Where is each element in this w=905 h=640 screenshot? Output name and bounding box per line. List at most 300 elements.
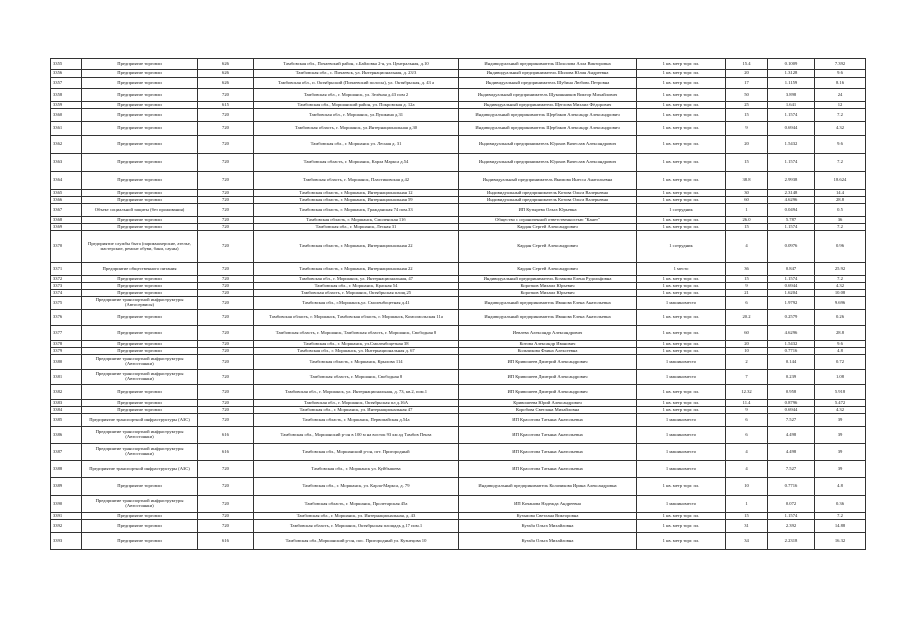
cell-total: 1.08 <box>815 370 866 385</box>
cell-total: 0.36 <box>815 496 866 513</box>
cell-unit: 1 машиноместо <box>637 297 726 310</box>
table-row <box>51 400 866 407</box>
cell-category: Предприятие торговли <box>82 59 198 70</box>
cell-quantity: 12.32 <box>726 385 768 400</box>
cell-total: 0.72 <box>815 355 866 370</box>
cell-unit: 1 кв. метр торг. пл. <box>637 385 726 400</box>
cell-row-number: 3369 <box>51 224 82 231</box>
cell-coefficient: 0.1009 <box>768 59 815 70</box>
cell-total: 9.6 <box>815 70 866 78</box>
cell-total: 28.8 <box>815 197 866 204</box>
cell-total: 7.2 <box>815 154 866 172</box>
cell-total: 7.2 <box>815 513 866 520</box>
cell-owner: Индивидуальный предприниматель Щукоянников Виктор Михайлович <box>459 89 637 102</box>
cell-row-number: 3389 <box>51 478 82 496</box>
cell-quantity: 60 <box>726 197 768 204</box>
cell-owner: ИП Кочанова Надежда Андреевна <box>459 496 637 513</box>
cell-total: 7.2 <box>815 109 866 122</box>
cell-category: Предприятие торговли <box>82 478 198 496</box>
cell-owner: Котова Александр Иванович <box>459 341 637 348</box>
cell-category: Предприятие торговли <box>82 172 198 190</box>
cell-code: 720 <box>198 283 254 290</box>
cell-address: Тамбовская область, г. Моршанск, Интернациональная 59 <box>254 197 459 204</box>
cell-coefficient: 0.0976 <box>768 231 815 263</box>
cell-row-number: 3371 <box>51 263 82 276</box>
table-row <box>51 283 866 290</box>
cell-code: 720 <box>198 370 254 385</box>
cell-total: 9.6 <box>815 136 866 154</box>
cell-unit: 1 кв. метр торг. пл. <box>637 310 726 326</box>
cell-coefficient: 0.7716 <box>768 478 815 496</box>
cell-unit: 1 кв. метр торг. пл. <box>637 102 726 109</box>
cell-quantity: 17 <box>726 78 768 89</box>
cell-row-number: 3380 <box>51 355 82 370</box>
cell-address: Тамбовская область, г. Моршанск, Октябрьская площ.25 <box>254 290 459 297</box>
cell-coefficient: 4.498 <box>768 444 815 461</box>
cell-unit: 1 кв. метр торг. пл. <box>637 478 726 496</box>
cell-code: 720 <box>198 172 254 190</box>
cell-total: 0.26 <box>815 310 866 326</box>
cell-code: 720 <box>198 407 254 414</box>
cell-address: Тамбовская обл., г. Моршанск ул. Лесная д. 31 <box>254 136 459 154</box>
cell-total: 4.32 <box>815 283 866 290</box>
cell-unit: 1 кв. метр торг. пл. <box>637 154 726 172</box>
cell-total: 10.08 <box>815 290 866 297</box>
cell-total: 5.472 <box>815 400 866 407</box>
cell-address: Тамбовская обл., г. Моршанск, ул.Пушкина д.31 <box>254 109 459 122</box>
cell-code: 720 <box>198 341 254 348</box>
cell-unit: 1 кв. метр торг. пл. <box>637 172 726 190</box>
cell-owner: Индивидуальный предприниматель Шубина Любовь Петровна <box>459 78 637 89</box>
cell-address: Тамбовская обл., Моршанский р-он, пгт. Пригородный <box>254 444 459 461</box>
table-row <box>51 461 866 478</box>
cell-unit: 1 кв. метр торг. пл. <box>637 348 726 355</box>
cell-owner: Индивидуальный предприниматель Шилова Юлия Андреевна <box>459 70 637 78</box>
cell-code: 626 <box>198 59 254 70</box>
cell-owner: Иевлева Александр Александрович <box>459 326 637 341</box>
cell-address: Тамбовская обл., г. Моршанск, ул. Интернациональная 47 <box>254 407 459 414</box>
cell-category: Предприятие транспортной инфраструктуры (Автостоянки) <box>82 496 198 513</box>
cell-owner: Кузьмова Светлана Викторовна <box>459 513 637 520</box>
cell-row-number: 3367 <box>51 204 82 217</box>
cell-unit: 1 место <box>637 263 726 276</box>
cell-quantity: 20 <box>726 136 768 154</box>
cell-code: 720 <box>198 355 254 370</box>
cell-category: Предприятие транспортной инфраструктуры (Автостоянки) <box>82 427 198 444</box>
cell-address: Тамбовская обл., Моршанский район, ул. Покровская д. 12а <box>254 102 459 109</box>
cell-address: Тамбовская область, г. Моршанск, Первомайская д.54а <box>254 414 459 427</box>
cell-quantity: 4 <box>726 231 768 263</box>
cell-total: 4.32 <box>815 122 866 136</box>
cell-code: 720 <box>198 400 254 407</box>
table-row <box>51 263 866 276</box>
cell-code: 626 <box>198 78 254 89</box>
cell-coefficient: 7.527 <box>768 461 815 478</box>
cell-code: 720 <box>198 263 254 276</box>
cell-row-number: 3391 <box>51 513 82 520</box>
cell-unit: 1 машиноместо <box>637 444 726 461</box>
cell-coefficient: 4.498 <box>768 427 815 444</box>
cell-quantity: 1 <box>726 204 768 217</box>
cell-code: 720 <box>198 297 254 310</box>
cell-total: 8.16 <box>815 78 866 89</box>
cell-total: 7.2 <box>815 276 866 283</box>
table-row <box>51 197 866 204</box>
cell-owner: Коробова Светлана Михайловна <box>459 407 637 414</box>
cell-address: Тамбовская обл., г. Моршанск, Красная 54 <box>254 283 459 290</box>
table-row <box>51 414 866 427</box>
cell-address: Тамбовская обл., г. Моршанск, ул. Интернациональная, д. 43 <box>254 513 459 520</box>
cell-address: Тамбовская область, г. Моршанск, Интернациональная 22 <box>254 231 459 263</box>
cell-coefficient: 4.6296 <box>768 326 815 341</box>
cell-quantity: 11.4 <box>726 400 768 407</box>
cell-address: Тамбовская обл., с. Пичаевск, ул. Интернациональная, д. 23/3 <box>254 70 459 78</box>
cell-owner: Индивидуальный предприниматель Щербаков Александр Александрович <box>459 109 637 122</box>
cell-owner: Индивидуальный предприниматель Юдахов Вячеслав Александрович <box>459 154 637 172</box>
cell-quantity: 1 <box>726 496 768 513</box>
table-row <box>51 154 866 172</box>
cell-row-number: 3356 <box>51 70 82 78</box>
cell-unit: 1 машиноместо <box>637 370 726 385</box>
table-row <box>51 310 866 326</box>
cell-coefficient: 1.1574 <box>768 224 815 231</box>
cell-owner: Индивидуальный предприниматель Иванова Елена Анатольевна <box>459 310 637 326</box>
table-row <box>51 496 866 513</box>
cell-address: Тамбовская область, г. Моршанск, Гражданская 74 пом.33 <box>254 204 459 217</box>
cell-row-number: 3359 <box>51 102 82 109</box>
cell-quantity: 6 <box>726 414 768 427</box>
cell-code: 720 <box>198 310 254 326</box>
cell-unit: 1 кв. метр торг. пл. <box>637 109 726 122</box>
cell-code: 720 <box>198 136 254 154</box>
cell-coefficient: 1.1574 <box>768 109 815 122</box>
cell-owner: ИП Кривошеев Дмитрий Александрович <box>459 355 637 370</box>
cell-row-number: 3363 <box>51 154 82 172</box>
records-table <box>50 58 866 550</box>
cell-category: Объект социальной защиты (без проживания) <box>82 204 198 217</box>
cell-quantity: 7 <box>726 370 768 385</box>
cell-category: Предприятие торговли <box>82 102 198 109</box>
cell-unit: 1 кв. метр торг. пл. <box>637 89 726 102</box>
cell-code: 616 <box>198 444 254 461</box>
cell-quantity: 4 <box>726 444 768 461</box>
cell-quantity: 21 <box>726 290 768 297</box>
cell-quantity: 31 <box>726 520 768 533</box>
cell-owner: Кольчикова Фаина Алексеевна <box>459 348 637 355</box>
cell-owner: Индивидуальный предприниматель Козакова Елена Рудольфовна <box>459 276 637 283</box>
cell-code: 720 <box>198 496 254 513</box>
cell-category: Предприятие торговли <box>82 290 198 297</box>
cell-row-number: 3368 <box>51 217 82 224</box>
cell-unit: 1 кв. метр торг. пл. <box>637 407 726 414</box>
cell-total: 7.392 <box>815 59 866 70</box>
cell-category: Предприятие торговли <box>82 326 198 341</box>
cell-owner: Коротков Михаил Юрьевич <box>459 290 637 297</box>
cell-row-number: 3358 <box>51 89 82 102</box>
table-row <box>51 231 866 263</box>
cell-address: Тамбовская область, г. Моршанск, Крылова 114 <box>254 355 459 370</box>
cell-unit: 1 кв. метр торг. пл. <box>637 78 726 89</box>
cell-row-number: 3392 <box>51 520 82 533</box>
cell-code: 720 <box>198 190 254 197</box>
cell-address: Тамбовская обл., г. Моршанск ул. Куйбышева <box>254 461 459 478</box>
cell-category: Предприятие торговли <box>82 89 198 102</box>
cell-address: Тамбовская область, г. Моршанск, ул.Интернациональная д.30 <box>254 122 459 136</box>
cell-quantity: 6 <box>726 297 768 310</box>
cell-total: 24 <box>815 89 866 102</box>
table-row <box>51 109 866 122</box>
cell-coefficient: 0.6944 <box>768 122 815 136</box>
cell-row-number: 3386 <box>51 427 82 444</box>
cell-address: Тамбовская обл., г. Моршанск, ул.Смоленбоцетная 38 <box>254 341 459 348</box>
cell-row-number: 3360 <box>51 109 82 122</box>
table-row <box>51 102 866 109</box>
cell-category: Предприятие торговли <box>82 122 198 136</box>
cell-unit: 1 машиноместо <box>637 355 726 370</box>
cell-row-number: 3384 <box>51 407 82 414</box>
cell-code: 720 <box>198 89 254 102</box>
cell-category: Предприятие торговли <box>82 513 198 520</box>
cell-unit: 1 кв. метр торг. пл. <box>637 122 726 136</box>
cell-row-number: 3385 <box>51 414 82 427</box>
cell-total: 39 <box>815 427 866 444</box>
cell-owner: ИП Кривошеев Дмитрий Александрович <box>459 370 637 385</box>
cell-coefficient: 4.6296 <box>768 197 815 204</box>
cell-owner: Индивидуальный предприниматель Якимова Инесса Анатольевна <box>459 172 637 190</box>
cell-row-number: 3366 <box>51 197 82 204</box>
cell-unit: 1 машиноместо <box>637 461 726 478</box>
cell-category: Предприятие торговли <box>82 136 198 154</box>
cell-coefficient: 0.0494 <box>768 204 815 217</box>
cell-coefficient: 0.144 <box>768 355 815 370</box>
cell-coefficient: 1.1574 <box>768 276 815 283</box>
cell-quantity: 10 <box>726 478 768 496</box>
cell-row-number: 3374 <box>51 290 82 297</box>
cell-category: Предприятие общественного питания <box>82 263 198 276</box>
cell-address: Тамбовская область, г. Моршанск, Пластиковская д.42 <box>254 172 459 190</box>
cell-category: Предприятие службы быта (парикмахерские, ателье, мастерские, ремонт обуви, бани, сауны) <box>82 231 198 263</box>
cell-address: Тамбовская обл., г. Моршанск, ул. Зелёная д.43 пом 2 <box>254 89 459 102</box>
cell-code: 720 <box>198 154 254 172</box>
table-row <box>51 355 866 370</box>
cell-owner: Индивидуальный предприниматель Юдахов Вячеслав Александрович <box>459 136 637 154</box>
cell-row-number: 3370 <box>51 231 82 263</box>
cell-category: Предприятие торговли <box>82 533 198 550</box>
cell-coefficient: 1.1159 <box>768 78 815 89</box>
cell-code: 720 <box>198 204 254 217</box>
cell-owner: ИП Кутырева Ольга Юрьевна <box>459 204 637 217</box>
cell-owner: ИП Красотова Татьяна Анатольевна <box>459 461 637 478</box>
cell-total: 4.8 <box>815 348 866 355</box>
cell-unit: 1 кв. метр торг. пл. <box>637 400 726 407</box>
cell-address: Тамбовская область, г. Моршанск, Тамбовская область, г. Моршанск, Комсомольская 11а <box>254 310 459 326</box>
cell-category: Предприятие торговли <box>82 310 198 326</box>
cell-row-number: 3362 <box>51 136 82 154</box>
cell-row-number: 3393 <box>51 533 82 550</box>
cell-unit: 1 кв. метр торг. пл. <box>637 136 726 154</box>
cell-total: 16.32 <box>815 533 866 550</box>
cell-code: 720 <box>198 231 254 263</box>
cell-code: 720 <box>198 217 254 224</box>
cell-row-number: 3355 <box>51 59 82 70</box>
cell-total: 7.2 <box>815 224 866 231</box>
cell-quantity: 34 <box>726 533 768 550</box>
cell-owner: Кузьба Ольга Михайловна <box>459 533 637 550</box>
cell-category: Предприятие транспортной инфраструктуры (Автостоянки) <box>82 355 198 370</box>
cell-category: Предприятие транспортной инфраструктуры (Автосервисы) <box>82 297 198 310</box>
cell-category: Предприятие торговли <box>82 197 198 204</box>
table-row <box>51 204 866 217</box>
cell-quantity: 4 <box>726 461 768 478</box>
cell-code: 720 <box>198 197 254 204</box>
cell-quantity: 30 <box>726 190 768 197</box>
cell-row-number: 3364 <box>51 172 82 190</box>
cell-unit: 1 машиноместо <box>637 496 726 513</box>
cell-category: Предприятие торговли <box>82 407 198 414</box>
cell-total: 12 <box>815 102 866 109</box>
cell-coefficient: 0.2579 <box>768 310 815 326</box>
cell-unit: 1 кв. метр торг. пл. <box>637 341 726 348</box>
cell-address: Тамбовская обл., п. Октябрьский (Пичаевский полосы), ул. Октябрьская, д. 43 а <box>254 78 459 89</box>
cell-address: Тамбовская область, г. Моршанск, Интернациональная 12 <box>254 190 459 197</box>
cell-category: Предприятие торговли <box>82 224 198 231</box>
cell-total: 25.92 <box>815 263 866 276</box>
cell-total: 18.624 <box>815 172 866 190</box>
cell-unit: 1 кв. метр торг. пл. <box>637 59 726 70</box>
cell-coefficient: 7.527 <box>768 414 815 427</box>
cell-code: 720 <box>198 109 254 122</box>
table-row <box>51 276 866 283</box>
cell-quantity: 15 <box>726 224 768 231</box>
cell-category: Предприятие торговли <box>82 70 198 78</box>
cell-coefficient: 1.5432 <box>768 341 815 348</box>
cell-owner: ИП Кривошеев Дмитрий Александрович <box>459 385 637 400</box>
cell-unit: 1 кв. метр торг. пл. <box>637 217 726 224</box>
cell-row-number: 3365 <box>51 190 82 197</box>
cell-owner: ИП Красотова Татьяна Анатольевна <box>459 414 637 427</box>
cell-total: 9.6 <box>815 341 866 348</box>
cell-category: Предприятие торговли <box>82 341 198 348</box>
cell-coefficient: 0.6944 <box>768 407 815 414</box>
cell-owner: Индивидуальный предприниматель Щербаков Александр Александрович <box>459 122 637 136</box>
cell-coefficient: 1.5432 <box>768 136 815 154</box>
cell-coefficient: 3.898 <box>768 89 815 102</box>
cell-address: Тамбовская обл., г. Моршанск, Лесная 31 <box>254 224 459 231</box>
cell-total: 39 <box>815 444 866 461</box>
cell-code: 720 <box>198 513 254 520</box>
cell-coefficient: 1.3128 <box>768 70 815 78</box>
cell-total: 5.918 <box>815 385 866 400</box>
cell-total: 4.8 <box>815 478 866 496</box>
cell-owner: ИП Красотова Татьяна Анатольевна <box>459 427 637 444</box>
cell-code: 720 <box>198 122 254 136</box>
cell-category: Предприятие торговли <box>82 400 198 407</box>
table-row <box>51 370 866 385</box>
table-row <box>51 444 866 461</box>
cell-row-number: 3361 <box>51 122 82 136</box>
cell-category: Предприятие транспортной инфраструктуры (АЗС) <box>82 461 198 478</box>
cell-code: 615 <box>198 102 254 109</box>
cell-total: 0.5 <box>815 204 866 217</box>
cell-owner: Кузьба Ольга Михайловна <box>459 520 637 533</box>
cell-quantity: 60 <box>726 326 768 341</box>
cell-category: Предприятие транспортной инфраструктуры (АЗС) <box>82 414 198 427</box>
cell-category: Предприятие торговли <box>82 283 198 290</box>
table-row <box>51 407 866 414</box>
cell-quantity: 2 <box>726 355 768 370</box>
cell-row-number: 3383 <box>51 400 82 407</box>
cell-row-number: 3379 <box>51 348 82 355</box>
cell-code: 720 <box>198 414 254 427</box>
table-row <box>51 172 866 190</box>
table-row <box>51 290 866 297</box>
cell-code: 720 <box>198 290 254 297</box>
cell-coefficient: 1.641 <box>768 102 815 109</box>
cell-address: Тамбовская обл., г. Моршанск, ул. Интернациональная д. 67 <box>254 348 459 355</box>
table-row <box>51 70 866 78</box>
cell-address: Тамбовская область, г. Моршанск, Смоленская 11б <box>254 217 459 224</box>
cell-address: Тамбовская область, г. Моршанск, Интернациональная 22 <box>254 263 459 276</box>
cell-coefficient: 1.1574 <box>768 154 815 172</box>
cell-coefficient: 0.7716 <box>768 348 815 355</box>
cell-owner: Кардан Сергей Александрович <box>459 263 637 276</box>
cell-quantity: 15 <box>726 276 768 283</box>
cell-code: 720 <box>198 478 254 496</box>
cell-category: Предприятие торговли <box>82 109 198 122</box>
table-row <box>51 190 866 197</box>
cell-category: Предприятие торговли <box>82 217 198 224</box>
table-row <box>51 122 866 136</box>
cell-row-number: 3381 <box>51 370 82 385</box>
cell-coefficient: 5.787 <box>768 217 815 224</box>
cell-owner: Общество с ограниченной ответственностью "Канет" <box>459 217 637 224</box>
cell-address: Тамбовская обл., Моршанский р-он в 100 м на восток 93 км ад Тамбов Пенза <box>254 427 459 444</box>
cell-code: 720 <box>198 385 254 400</box>
cell-owner: ИП Красотова Татьяна Анатольевна <box>459 444 637 461</box>
cell-total: 9.696 <box>815 297 866 310</box>
cell-address: Тамбовская область, г. Моршанск, Свободная 8 <box>254 370 459 385</box>
cell-quantity: 20 <box>726 341 768 348</box>
cell-address: Тамбовская область, г. Моршанск, Октябрьская площадь д.17 пом.1 <box>254 520 459 533</box>
table-row <box>51 59 866 70</box>
cell-owner: Индивидуальный предприниматель Шохолова Алла Викторовна <box>459 59 637 70</box>
cell-unit: 1 кв. метр торг. пл. <box>637 190 726 197</box>
cell-category: Предприятие транспортной инфраструктуры (Автостоянки) <box>82 370 198 385</box>
cell-unit: 1 сотрудник <box>637 231 726 263</box>
cell-row-number: 3388 <box>51 461 82 478</box>
cell-category: Предприятие транспортной инфраструктуры (Автостоянки) <box>82 444 198 461</box>
cell-quantity: 9 <box>726 407 768 414</box>
cell-coefficient: 0.8796 <box>768 400 815 407</box>
cell-category: Предприятие торговли <box>82 154 198 172</box>
cell-category: Предприятие торговли <box>82 385 198 400</box>
table-row <box>51 297 866 310</box>
cell-code: 720 <box>198 520 254 533</box>
cell-unit: 1 кв. метр торг. пл. <box>637 326 726 341</box>
cell-owner: Кардан Сергей Александрович <box>459 231 637 263</box>
cell-owner: Индивидуальный предприниматель Щеглова Михаил Фёдорович <box>459 102 637 109</box>
cell-row-number: 3382 <box>51 385 82 400</box>
cell-address: Тамбовская обл., г. Моршанск, ул. Интернациональная, 47 <box>254 276 459 283</box>
cell-code: 626 <box>198 70 254 78</box>
cell-total: 14.88 <box>815 520 866 533</box>
cell-address: Тамбовская обл., Почаевский район, с.Байловка 2-я, ул. Центральная, д.10 <box>254 59 459 70</box>
cell-row-number: 3387 <box>51 444 82 461</box>
cell-address: Тамбовская обл.,Моршанский р-он, пос. Пригородный ул. Кузнецова 10 <box>254 533 459 550</box>
cell-address: Тамбовская область, г. Моршанск, Карла Маркса д.54 <box>254 154 459 172</box>
cell-unit: 1 кв. метр торг. пл. <box>637 197 726 204</box>
cell-category: Предприятие торговли <box>82 190 198 197</box>
